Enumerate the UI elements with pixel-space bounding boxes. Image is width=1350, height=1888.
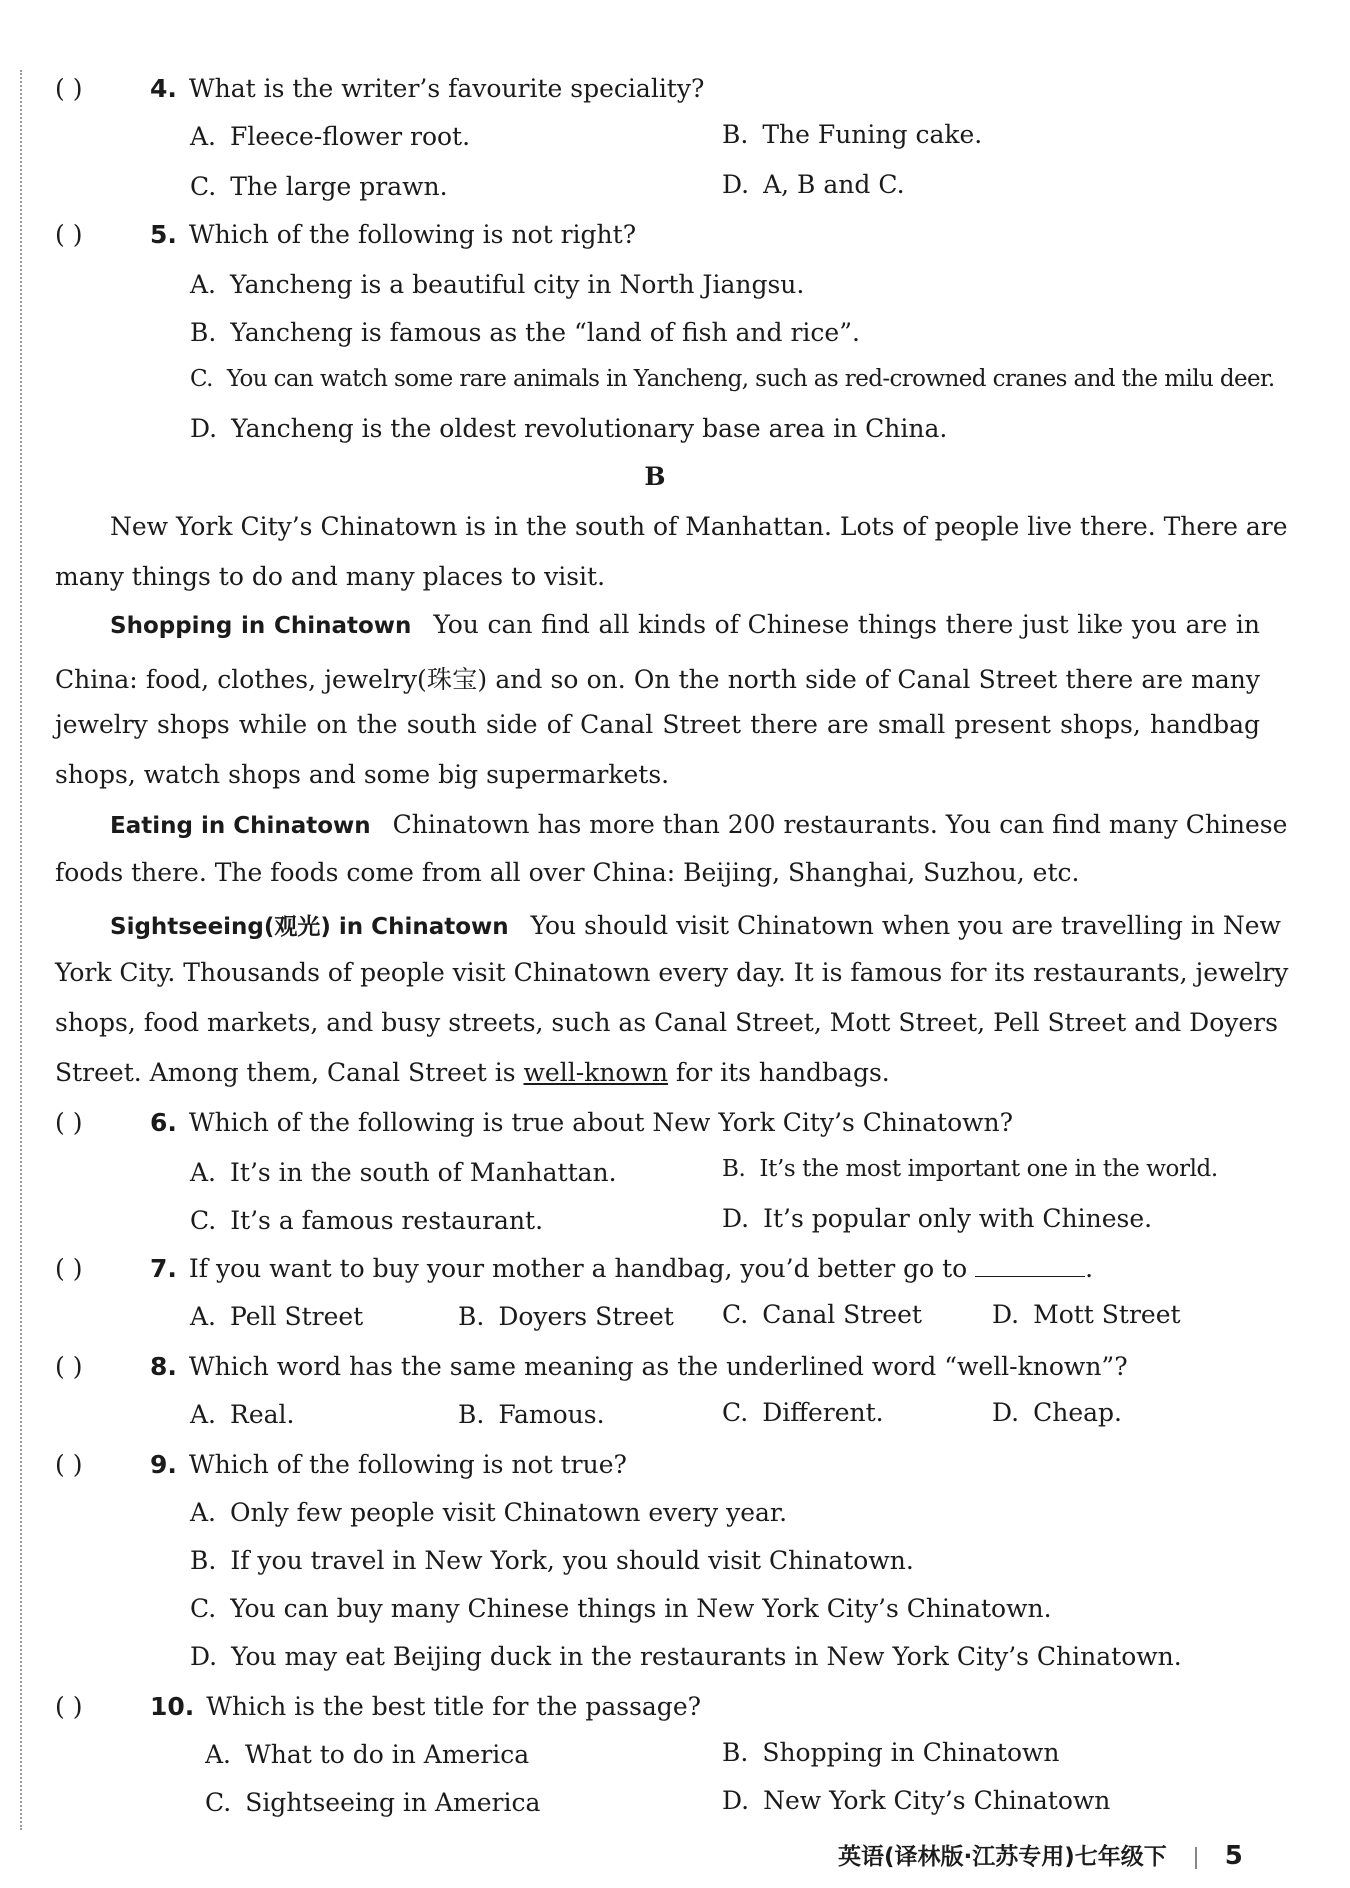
q7-option-b: B. Doyers Street [458,1302,674,1331]
answer-bracket[interactable]: ( ) [55,74,83,103]
page-number: 5 [1224,1841,1243,1871]
q7-option-c: C. Canal Street [722,1300,922,1329]
question-text: Which of the following is not right? [188,220,637,249]
passage-line: Sightseeing(观光) in Chinatown You should visit Chinatown when you are travelling in New [110,911,1281,940]
question-9 [55,1450,627,1479]
question-5 [55,220,636,249]
passage-line: Street. Among them, Canal Street is well-known for its handbags. [55,1058,890,1087]
q4-option-c: C. The large prawn. [190,172,448,201]
question-10 [55,1692,701,1721]
q10-option-b: B. Shopping in Chinatown [722,1738,1060,1767]
answer-bracket[interactable]: ( ) [55,1450,83,1479]
passage-line: shops, watch shops and some big supermarkets. [55,760,670,789]
answer-bracket[interactable]: ( ) [55,1108,83,1137]
q9-option-c: C. You can buy many Chinese things in New York City’s Chinatown. [190,1594,1052,1623]
q7-option-a: A. Pell Street [190,1302,364,1331]
q10-option-c: C. Sightseeing in America [205,1788,541,1817]
q4-option-d: D. A, B and C. [722,170,905,199]
answer-bracket[interactable]: ( ) [55,1352,83,1381]
q4-option-b: B. The Funing cake. [722,120,983,149]
q5-option-b: B. Yancheng is famous as the “land of fish and rice”. [190,318,860,347]
passage-line: jewelry shops while on the south side of Canal Street there are small present shops, handbag [55,710,1260,739]
question-text: Which is the best title for the passage? [206,1692,702,1721]
answer-bracket[interactable]: ( ) [55,1692,83,1721]
question-number: 10. [150,1692,195,1721]
footer-divider [1195,1847,1197,1869]
question-7: ( ) 7. If you want to buy your mother a handbag, you’d better go to . [55,1254,1094,1283]
q5-option-a: A. Yancheng is a beautiful city in North Jiangsu. [190,270,805,299]
passage-line: China: food, clothes, jewelry(珠宝) and so on. On the north side of Canal Street there are many [55,665,1260,694]
q6-option-d: D. It’s popular only with Chinese. [722,1204,1153,1233]
passage-line: New York City’s Chinatown is in the south of Manhattan. Lots of people live there. There are [110,512,1288,541]
q4-option-a: A. Fleece-flower root. [190,122,471,151]
q6-option-c: C. It’s a famous restaurant. [190,1206,544,1235]
question-8 [55,1352,1128,1381]
question-number: 7. [150,1254,177,1283]
q7-option-d: D. Mott Street [992,1300,1181,1329]
q8-option-b: B. Famous. [458,1400,605,1429]
answer-blank[interactable] [975,1256,1085,1277]
q10-option-a: A. What to do in America [205,1740,530,1769]
answer-bracket[interactable]: ( ) [55,220,83,249]
question-6 [55,1108,1013,1137]
question-number: 9. [150,1450,177,1479]
answer-bracket[interactable]: ( ) [55,1254,83,1283]
passage-line: Eating in Chinatown Chinatown has more than 200 restaurants. You can find many Chinese [110,810,1288,839]
passage-line: Shopping in Chinatown You can find all kinds of Chinese things there just like you are in [110,610,1260,639]
question-text: Which of the following is not true? [188,1450,627,1479]
question-text: If you want to buy your mother a handbag, you’d better go to [188,1254,968,1283]
question-number: 6. [150,1108,177,1137]
q9-option-d: D. You may eat Beijing duck in the restaurants in New York City’s Chinatown. [190,1642,1182,1671]
binding-margin-line [20,70,22,1830]
q5-option-c: C. You can watch some rare animals in Yancheng, such as red-crowned cranes and the milu deer. [190,366,1275,392]
q9-option-b: B. If you travel in New York, you should visit Chinatown. [190,1546,914,1575]
q5-option-d: D. Yancheng is the oldest revolutionary base area in China. [190,414,948,443]
sightseeing-heading: Sightseeing(观光) in Chinatown [110,914,509,940]
q8-option-d: D. Cheap. [992,1398,1122,1427]
question-text: Which word has the same meaning as the underlined word “well-known”? [188,1352,1128,1381]
q10-option-d: D. New York City’s Chinatown [722,1786,1111,1815]
book-title: 英语(译林版·江苏专用)七年级下 [838,1844,1167,1870]
section-title: B [644,462,666,491]
passage-line: foods there. The foods come from all over China: Beijing, Shanghai, Suzhou, etc. [55,858,1080,887]
question-4 [55,74,704,103]
passage-line: many things to do and many places to visit. [55,562,606,591]
question-number: 4. [150,74,177,103]
q9-option-a: A. Only few people visit Chinatown every year. [190,1498,788,1527]
question-number: 5. [150,220,177,249]
q8-option-a: A. Real. [190,1400,295,1429]
question-text: What is the writer’s favourite speciality? [188,74,705,103]
q6-option-b: B. It’s the most important one in the world. [722,1156,1218,1182]
shopping-heading: Shopping in Chinatown [110,613,412,639]
q8-option-c: C. Different. [722,1398,884,1427]
passage-line: York City. Thousands of people visit Chinatown every day. It is famous for its restaurants, jewelry [55,958,1289,987]
question-number: 8. [150,1352,177,1381]
page-footer [838,1838,1243,1871]
underlined-word: well-known [523,1058,668,1087]
q6-option-a: A. It’s in the south of Manhattan. [190,1158,617,1187]
eating-heading: Eating in Chinatown [110,813,371,839]
passage-line: shops, food markets, and busy streets, such as Canal Street, Mott Street, Pell Street and Doyers [55,1008,1278,1037]
question-text: Which of the following is true about New York City’s Chinatown? [188,1108,1014,1137]
